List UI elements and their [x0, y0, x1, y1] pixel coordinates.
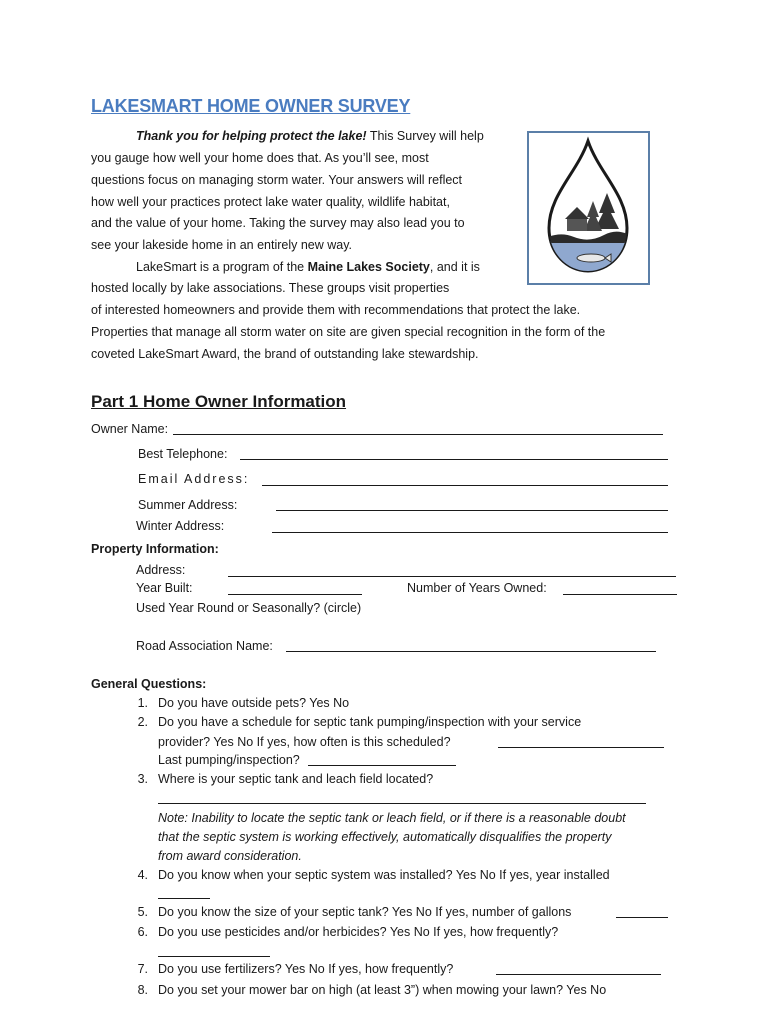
owner-name-field[interactable]: [173, 434, 663, 435]
list-number: 7.: [137, 962, 148, 976]
intro-line-3: questions focus on managing storm water. Your answers will reflect: [91, 173, 463, 187]
question-2-line-2: provider? Yes No If yes, how often is this scheduled?: [158, 735, 451, 749]
note-line-3: from award consideration.: [158, 849, 302, 863]
thanks-text: Thank you for helping protect the lake!: [136, 129, 367, 143]
years-owned-field[interactable]: [563, 594, 677, 595]
address-label: Address:: [136, 563, 186, 577]
question-text: Do you know the size of your septic tank? Yes No If yes, number of gallons: [158, 905, 572, 919]
year-built-label: Year Built:: [136, 581, 193, 595]
septic-location-field[interactable]: [158, 803, 646, 804]
question-text: Do you use pesticides and/or herbicides? Yes No If yes, how frequently?: [158, 925, 559, 939]
note-line-2: that the septic system is working effectively, automatically disqualifies the property: [158, 830, 612, 844]
winter-address-label: Winter Address:: [136, 519, 225, 533]
list-number: 3.: [137, 772, 148, 786]
email-field[interactable]: [262, 485, 668, 486]
email-label: Email Address:: [138, 472, 250, 486]
pesticide-frequency-field[interactable]: [158, 956, 270, 957]
intro-line-11: coveted LakeSmart Award, the brand of outstanding lake stewardship.: [91, 347, 479, 361]
intro-line-7: [136, 259, 556, 275]
intro-line-10: Properties that manage all storm water on site are given special recognition in the form of the: [91, 325, 606, 339]
intro-line-1: [136, 128, 556, 144]
list-number: 6.: [137, 925, 148, 939]
intro-line-5: and the value of your home. Taking the survey may also lead you to: [91, 216, 465, 230]
list-number: 1.: [137, 696, 148, 710]
list-number: 2.: [137, 715, 148, 729]
year-built-field[interactable]: [228, 594, 362, 595]
property-info-heading: Property Information:: [91, 542, 219, 556]
fertilizer-frequency-field[interactable]: [496, 974, 661, 975]
page-title: LAKESMART HOME OWNER SURVEY: [91, 96, 411, 116]
question-text: Do you use fertilizers? Yes No If yes, how frequently?: [158, 962, 454, 976]
address-field[interactable]: [228, 576, 676, 577]
list-number: 5.: [137, 905, 148, 919]
society-name: Maine Lakes Society: [307, 260, 430, 274]
gallons-field[interactable]: [616, 917, 668, 918]
lake-drop-logo-icon: [527, 131, 650, 285]
intro-line-8: hosted locally by lake associations. These groups visit properties: [91, 281, 450, 295]
question-text: Do you have outside pets? Yes No: [158, 696, 350, 710]
intro-line-4: how well your practices protect lake water quality, wildlife habitat,: [91, 195, 450, 209]
intro-line-2: you gauge how well your home does that. As you’ll see, most: [91, 151, 429, 165]
used-label: Used Year Round or Seasonally? (circle): [136, 601, 362, 615]
years-owned-label: Number of Years Owned:: [407, 581, 547, 595]
road-association-label: Road Association Name:: [136, 639, 273, 653]
question-text: Do you set your mower bar on high (at least 3”) when mowing your lawn? Yes No: [158, 983, 607, 997]
last-pumping-field[interactable]: [308, 765, 456, 766]
question-text: Do you know when your septic system was installed? Yes No If yes, year installed: [158, 868, 610, 882]
summer-address-field[interactable]: [276, 510, 668, 511]
summer-address-label: Summer Address:: [138, 498, 238, 512]
question-text: Where is your septic tank and leach field located?: [158, 772, 434, 786]
road-association-field[interactable]: [286, 651, 656, 652]
question-text: Do you have a schedule for septic tank pumping/inspection with your service: [158, 715, 582, 729]
intro-line-9: of interested homeowners and provide them with recommendations that protect the lake.: [91, 303, 581, 317]
question-2-line-3: Last pumping/inspection?: [158, 753, 300, 767]
list-number: 4.: [137, 868, 148, 882]
winter-address-field[interactable]: [272, 532, 668, 533]
part1-heading: Part 1 Home Owner Information: [91, 392, 347, 411]
year-installed-field[interactable]: [158, 898, 210, 899]
owner-name-label: Owner Name:: [91, 422, 169, 436]
intro-text: This Survey will help: [366, 129, 484, 143]
intro-line-6: see your lakeside home in an entirely new way.: [91, 238, 353, 252]
lakesmart-text: LakeSmart is a program of the: [136, 260, 308, 274]
note-line-1: Note: Inability to locate the septic tank or leach field, or if there is a reasonable doubt: [158, 811, 626, 825]
general-questions-heading: General Questions:: [91, 677, 207, 691]
telephone-field[interactable]: [240, 459, 668, 460]
list-number: 8.: [137, 983, 148, 997]
pumping-schedule-field[interactable]: [498, 747, 664, 748]
telephone-label: Best Telephone:: [138, 447, 228, 461]
lakesmart-text-end: , and it is: [429, 260, 480, 274]
